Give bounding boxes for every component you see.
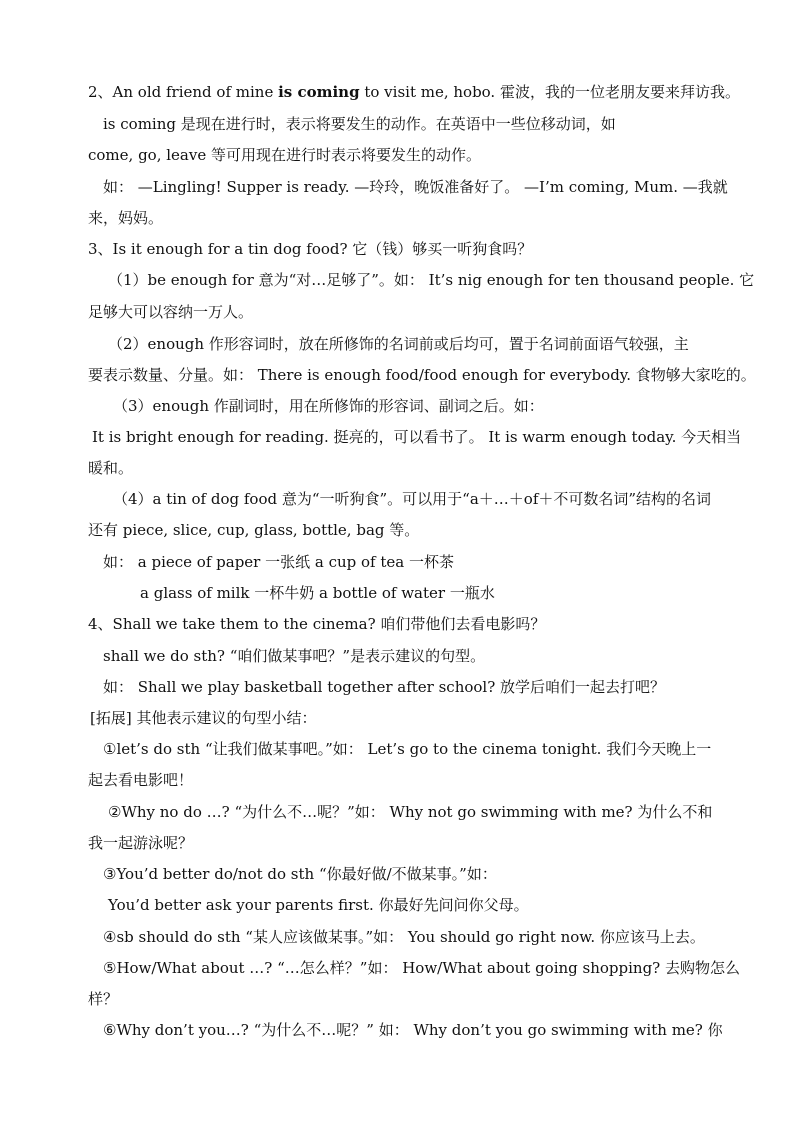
text-line bbox=[88, 82, 740, 102]
text-line bbox=[108, 270, 754, 290]
line-text: come, go, leave 等可用现在进行时表示将要发生的动作。 bbox=[88, 146, 481, 164]
text-line bbox=[103, 927, 705, 947]
text-line bbox=[108, 802, 712, 822]
bold-phrase: is coming bbox=[278, 83, 360, 101]
line-text: ③You’d better do/not do sth “你最好做/不做某事。”如： bbox=[103, 865, 497, 883]
text-line bbox=[88, 145, 481, 165]
line-text: （3）enough 作副词时，用在所修饰的形容词、副词之后。如： bbox=[113, 397, 544, 415]
line-text: 2、An old friend of mine bbox=[88, 83, 279, 101]
text-line bbox=[103, 677, 665, 697]
text-line bbox=[88, 614, 545, 634]
line-text: 样？ bbox=[88, 990, 119, 1008]
line-text: 还有 piece, slice, cup, glass, bottle, bag 等。 bbox=[88, 521, 420, 539]
text-line bbox=[113, 396, 544, 416]
line-text: 要表示数量、分量。如： There is enough food/food enough for everybody. 食物够大家吃的。 bbox=[88, 366, 756, 384]
line-text: 如： Shall we play basketball together after school? 放学后咱们一起去打吧？ bbox=[103, 678, 666, 696]
line-text: 来，妈妈。 bbox=[88, 209, 164, 227]
line-text: （2）enough 作形容词时，放在所修饰的名词前或后均可，置于名词前面语气较强，主 bbox=[108, 335, 689, 353]
line-text: a glass of milk 一杯牛奶 a bottle of water 一瓶水 bbox=[140, 584, 495, 602]
line-text: It is bright enough for reading. 挺亮的，可以看书了。 It is warm enough today. 今天相当 bbox=[92, 428, 742, 446]
text-line bbox=[103, 739, 711, 759]
text-line bbox=[90, 708, 316, 728]
line-text: [拓展] 其他表示建议的句型小结： bbox=[90, 709, 317, 727]
text-line bbox=[108, 895, 529, 915]
line-text: You’d better ask your parents first. 你最好先问问你父母。 bbox=[108, 896, 529, 914]
text-line bbox=[103, 114, 616, 134]
text-line bbox=[140, 583, 495, 603]
text-line bbox=[88, 365, 756, 385]
line-text: ④sb should do sth “某人应该做某事。”如： You should go right now. 你应该马上去。 bbox=[103, 928, 705, 946]
text-line bbox=[103, 646, 485, 666]
line-text: 3、Is it enough for a tin dog food? 它（钱）够买一听狗食吗？ bbox=[88, 240, 533, 258]
text-line bbox=[88, 520, 419, 540]
text-line bbox=[103, 864, 497, 884]
text-line bbox=[88, 770, 193, 790]
text-line bbox=[88, 208, 163, 228]
line-text-continued: to visit me, hobo. 霍波，我的一位老朋友要来拜访我。 bbox=[359, 83, 740, 101]
line-text: 起去看电影吧！ bbox=[88, 771, 194, 789]
text-line bbox=[103, 958, 740, 978]
line-text: ⑤How/What about …? “…怎么样？”如： How/What about going shopping? 去购物怎么 bbox=[103, 959, 740, 977]
text-line bbox=[88, 833, 193, 853]
text-line bbox=[113, 489, 711, 509]
line-text: 足够大可以容纳一万人。 bbox=[88, 303, 254, 321]
line-text: ②Why no do …? “为什么不…呢？”如： Why not go swimming with me? 为什么不和 bbox=[108, 803, 713, 821]
text-line bbox=[108, 334, 689, 354]
line-text: is coming 是现在进行时，表示将要发生的动作。在英语中一些位移动词，如 bbox=[103, 115, 616, 133]
line-text: 如： a piece of paper 一张纸 a cup of tea 一杯茶 bbox=[103, 553, 454, 571]
line-text: 4、Shall we take them to the cinema? 咱们带他们去看电影吗？ bbox=[88, 615, 546, 633]
line-text: ①let’s do sth “让我们做某事吧。”如： Let’s go to the cinema tonight. 我们今天晚上一 bbox=[103, 740, 712, 758]
line-text: （4）a tin of dog food 意为“一听狗食”。可以用于“a＋…＋of＋不可数名词”结构的名词 bbox=[113, 490, 712, 508]
text-line bbox=[92, 427, 741, 447]
text-line bbox=[88, 239, 532, 259]
line-text: 暖和。 bbox=[88, 459, 134, 477]
line-text: 如： —Lingling! Supper is ready. —玲玲，晚饭准备好了。 —I’m coming, Mum. —我就 bbox=[103, 178, 728, 196]
line-text: 我一起游泳呢？ bbox=[88, 834, 194, 852]
text-line bbox=[88, 302, 253, 322]
text-line bbox=[103, 177, 728, 197]
line-text: （1）be enough for 意为“对…足够了”。如： It’s nig enough for ten thousand people. 它 bbox=[108, 271, 755, 289]
text-line bbox=[88, 458, 133, 478]
text-line bbox=[103, 1020, 723, 1040]
line-text: ⑥Why don’t you…? “为什么不…呢？” 如： Why don’t you go swimming with me? 你 bbox=[103, 1021, 723, 1039]
text-line bbox=[103, 552, 454, 572]
text-line bbox=[88, 989, 118, 1009]
line-text: shall we do sth? “咱们做某事吧？”是表示建议的句型。 bbox=[103, 647, 486, 665]
